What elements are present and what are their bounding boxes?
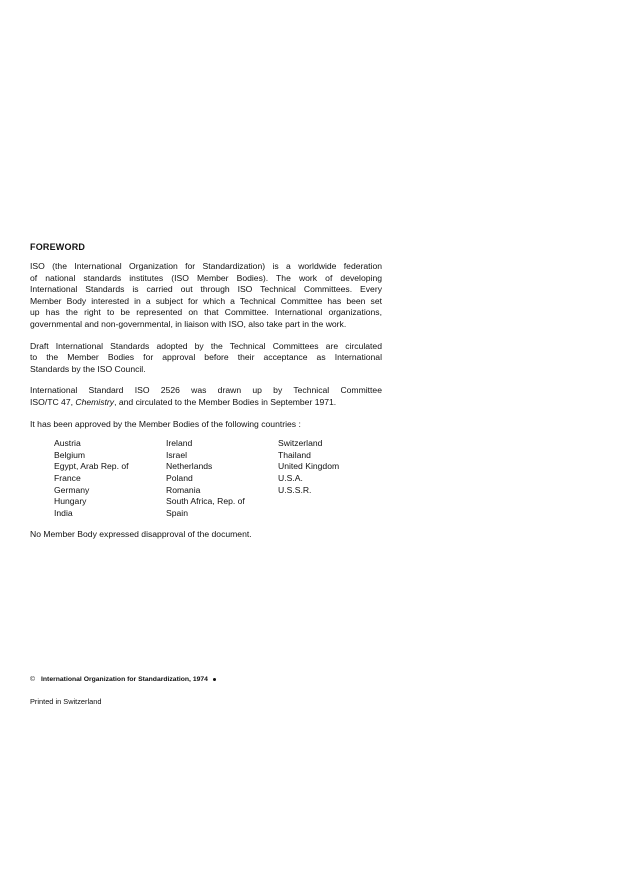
- foreword-paragraph-1: [30, 261, 382, 331]
- paragraph-line: to the Member Bodies for approval before their acceptance as International: [30, 352, 382, 363]
- country-item: India: [54, 507, 73, 518]
- country-column-3: [278, 438, 378, 519]
- country-item: Spain: [166, 507, 188, 518]
- committee-ref: ISO/TC 47,: [30, 396, 76, 407]
- country-item: France: [54, 472, 81, 483]
- country-item: U.S.S.R.: [278, 484, 312, 495]
- circulation-text: , and circulated to the Member Bodies in September 1971.: [114, 396, 337, 407]
- paragraph-line: Member Body interested in a subject for which a Technical Committee has been set: [30, 295, 382, 306]
- country-item: Israel: [166, 449, 188, 460]
- copyright-text: International Organization for Standardization, 1974: [41, 676, 208, 683]
- country-item: Egypt, Arab Rep. of: [54, 461, 129, 472]
- country-item: Belgium: [54, 449, 86, 460]
- country-item: Romania: [166, 484, 201, 495]
- country-column-2: [166, 438, 278, 519]
- paragraph-line: Standards by the ISO Council.: [30, 363, 146, 374]
- country-item: Netherlands: [166, 461, 213, 472]
- paragraph-line: ISO (the International Organization for Standardization) is a worldwide federation: [30, 261, 382, 271]
- country-item: Thailand: [278, 449, 311, 460]
- bullet-icon: [213, 678, 216, 681]
- country-item: U.S.A.: [278, 472, 303, 483]
- paragraph-line: International Standard ISO 2526 was drawn up by Technical Committee: [30, 385, 382, 396]
- closing-statement: No Member Body expressed disapproval of the document.: [30, 529, 252, 540]
- country-item: Ireland: [166, 438, 193, 449]
- foreword-paragraph-3: [30, 385, 382, 408]
- paragraph-line: up has the right to be represented on that Committee. International organizations,: [30, 307, 382, 318]
- country-item: Hungary: [54, 496, 87, 507]
- foreword-paragraph-2: [30, 341, 382, 376]
- paragraph-line: [30, 397, 382, 409]
- country-column-1: [54, 438, 166, 519]
- country-item: United Kingdom: [278, 461, 340, 472]
- country-list: [54, 438, 382, 519]
- foreword-heading: FOREWORD: [30, 242, 86, 252]
- paragraph-line: of national standards institutes (ISO Member Bodies). The work of developing: [30, 272, 382, 283]
- printed-in: Printed in Switzerland: [30, 697, 102, 706]
- country-item: Switzerland: [278, 438, 323, 449]
- country-item: South Africa, Rep. of: [166, 496, 245, 507]
- copyright-icon: ©: [30, 676, 36, 683]
- paragraph-line: Draft International Standards adopted by the Technical Committees are circulated: [30, 340, 382, 351]
- country-item: Germany: [54, 484, 90, 495]
- committee-name: Chemistry: [75, 396, 115, 407]
- paragraph-line: International Standards is carried out through ISO Technical Committees. Every: [30, 284, 382, 295]
- country-item: Austria: [54, 438, 81, 449]
- copyright-notice: [30, 676, 216, 683]
- paragraph-line: governmental and non-governmental, in liaison with ISO, also take part in the work.: [30, 318, 347, 329]
- country-item: Poland: [166, 472, 193, 483]
- approval-intro: It has been approved by the Member Bodies of the following countries :: [30, 418, 301, 429]
- foreword-section: [30, 241, 382, 541]
